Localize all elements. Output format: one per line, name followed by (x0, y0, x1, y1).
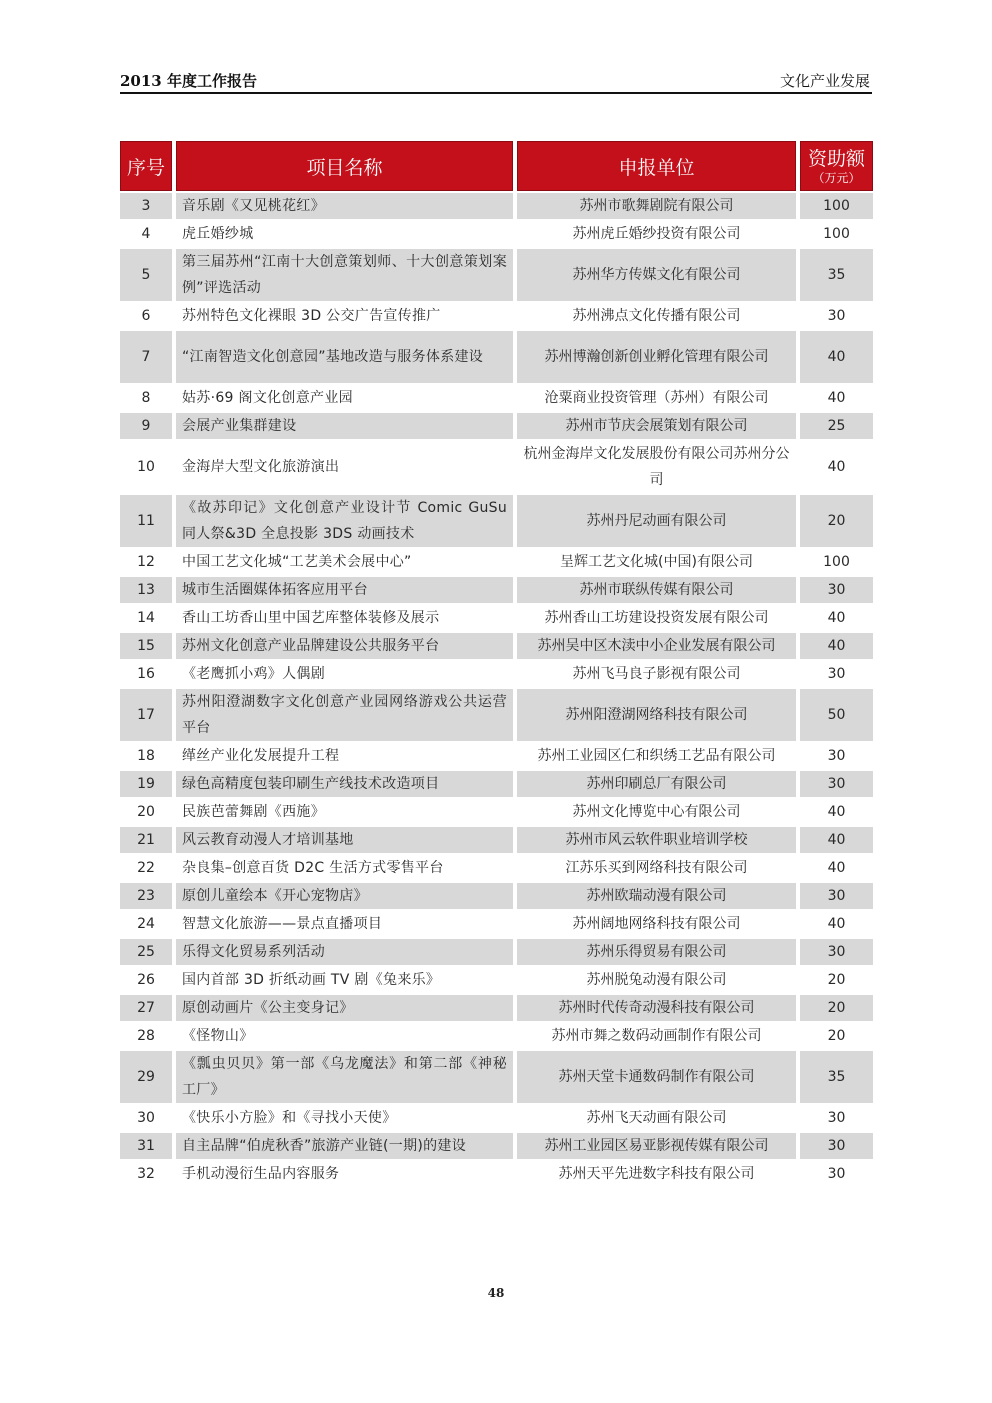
row-amount: 30 (800, 303, 873, 329)
table-row (120, 1023, 873, 1049)
row-amount: 30 (800, 1133, 873, 1159)
row-no: 29 (120, 1051, 172, 1103)
table-header-row (120, 141, 873, 191)
row-applicant-unit: 苏州阔地网络科技有限公司 (517, 911, 796, 937)
row-applicant-unit: 苏州欧瑞动漫有限公司 (517, 883, 796, 909)
row-amount: 35 (800, 1051, 873, 1103)
row-amount: 40 (800, 605, 873, 631)
row-applicant-unit: 苏州吴中区木渎中小企业发展有限公司 (517, 633, 796, 659)
table-row (120, 689, 873, 741)
row-project-name: 杂良集–创意百货 D2C 生活方式零售平台 (176, 855, 513, 881)
page-header (120, 66, 872, 94)
row-project-name: 《快乐小方脸》和《寻找小天使》 (176, 1105, 513, 1131)
row-no: 25 (120, 939, 172, 965)
row-amount: 100 (800, 549, 873, 575)
row-applicant-unit: 江苏乐买到网络科技有限公司 (517, 855, 796, 881)
row-project-name: 自主品牌“伯虎秋香”旅游产业链(一期)的建设 (176, 1133, 513, 1159)
row-no: 10 (120, 441, 172, 493)
row-project-name: 乐得文化贸易系列活动 (176, 939, 513, 965)
row-amount: 25 (800, 413, 873, 439)
row-amount: 30 (800, 743, 873, 769)
row-amount: 20 (800, 967, 873, 993)
row-project-name: 原创动画片《公主变身记》 (176, 995, 513, 1021)
row-no: 22 (120, 855, 172, 881)
row-no: 14 (120, 605, 172, 631)
table-row (120, 1105, 873, 1131)
table-row (120, 413, 873, 439)
row-project-name: 城市生活圈媒体拓客应用平台 (176, 577, 513, 603)
row-project-name: 金海岸大型文化旅游演出 (176, 441, 513, 493)
row-project-name: 苏州文化创意产业品牌建设公共服务平台 (176, 633, 513, 659)
table-row (120, 1133, 873, 1159)
row-amount: 20 (800, 1023, 873, 1049)
row-amount: 40 (800, 385, 873, 411)
row-no: 15 (120, 633, 172, 659)
row-no: 26 (120, 967, 172, 993)
row-no: 16 (120, 661, 172, 687)
row-amount: 40 (800, 799, 873, 825)
row-project-name: 虎丘婚纱城 (176, 221, 513, 247)
row-applicant-unit: 苏州华方传媒文化有限公司 (517, 249, 796, 301)
row-no: 12 (120, 549, 172, 575)
table-row (120, 331, 873, 383)
row-no: 9 (120, 413, 172, 439)
row-project-name: 《老鹰抓小鸡》人偶剧 (176, 661, 513, 687)
table-row (120, 495, 873, 547)
row-no: 27 (120, 995, 172, 1021)
row-project-name: 苏州阳澄湖数字文化创意产业园网络游戏公共运营平台 (176, 689, 513, 741)
row-no: 30 (120, 1105, 172, 1131)
row-no: 28 (120, 1023, 172, 1049)
row-no: 7 (120, 331, 172, 383)
row-amount: 30 (800, 1161, 873, 1187)
header-amount (800, 141, 873, 191)
table-row (120, 771, 873, 797)
row-amount: 30 (800, 577, 873, 603)
table-row (120, 799, 873, 825)
row-amount: 30 (800, 883, 873, 909)
row-no: 17 (120, 689, 172, 741)
row-no: 24 (120, 911, 172, 937)
row-applicant-unit: 苏州印刷总厂有限公司 (517, 771, 796, 797)
row-applicant-unit: 苏州市联纵传媒有限公司 (517, 577, 796, 603)
row-no: 23 (120, 883, 172, 909)
row-applicant-unit: 苏州脱兔动漫有限公司 (517, 967, 796, 993)
table-row (120, 385, 873, 411)
row-no: 8 (120, 385, 172, 411)
row-no: 3 (120, 193, 172, 219)
header-project-name: 项目名称 (176, 141, 513, 191)
row-project-name: 民族芭蕾舞剧《西施》 (176, 799, 513, 825)
row-project-name: 《怪物山》 (176, 1023, 513, 1049)
report-title: 2013 年度工作报告 (120, 72, 257, 90)
row-project-name: 绿色高精度包装印刷生产线技术改造项目 (176, 771, 513, 797)
funding-table (116, 139, 877, 1189)
table-row (120, 661, 873, 687)
row-applicant-unit: 苏州飞马良子影视有限公司 (517, 661, 796, 687)
row-amount: 40 (800, 633, 873, 659)
row-applicant-unit: 苏州市风云软件职业培训学校 (517, 827, 796, 853)
header-amount-label: 资助额 (807, 148, 865, 170)
table-row (120, 1161, 873, 1187)
table-row (120, 221, 873, 247)
row-applicant-unit: 苏州阳澄湖网络科技有限公司 (517, 689, 796, 741)
page-number: 48 (487, 1286, 505, 1300)
table-row (120, 441, 873, 493)
row-project-name: 音乐剧《又见桃花红》 (176, 193, 513, 219)
table-row (120, 995, 873, 1021)
row-project-name: “江南智造文化创意园”基地改造与服务体系建设 (176, 331, 513, 383)
row-applicant-unit: 苏州乐得贸易有限公司 (517, 939, 796, 965)
row-project-name: 会展产业集群建设 (176, 413, 513, 439)
table-row (120, 577, 873, 603)
row-no: 18 (120, 743, 172, 769)
table-row (120, 249, 873, 301)
row-applicant-unit: 苏州市节庆会展策划有限公司 (517, 413, 796, 439)
table-row (120, 743, 873, 769)
row-amount: 100 (800, 193, 873, 219)
row-no: 32 (120, 1161, 172, 1187)
header-applicant-unit: 申报单位 (517, 141, 796, 191)
row-amount: 20 (800, 995, 873, 1021)
row-applicant-unit: 苏州市歌舞剧院有限公司 (517, 193, 796, 219)
row-no: 13 (120, 577, 172, 603)
row-no: 4 (120, 221, 172, 247)
row-no: 20 (120, 799, 172, 825)
row-amount: 30 (800, 939, 873, 965)
row-applicant-unit: 苏州工业园区易亚影视传媒有限公司 (517, 1133, 796, 1159)
table-row (120, 855, 873, 881)
row-project-name: 缂丝产业化发展提升工程 (176, 743, 513, 769)
row-amount: 40 (800, 911, 873, 937)
row-project-name: 《瓢虫贝贝》第一部《乌龙魔法》和第二部《神秘工厂》 (176, 1051, 513, 1103)
row-applicant-unit: 苏州天平先进数字科技有限公司 (517, 1161, 796, 1187)
header-no: 序号 (120, 141, 172, 191)
row-amount: 20 (800, 495, 873, 547)
section-title: 文化产业发展 (779, 72, 870, 90)
row-applicant-unit: 苏州飞天动画有限公司 (517, 1105, 796, 1131)
row-applicant-unit: 苏州时代传奇动漫科技有限公司 (517, 995, 796, 1021)
row-project-name: 风云教育动漫人才培训基地 (176, 827, 513, 853)
row-project-name: 苏州特色文化裸眼 3D 公交广告宣传推广 (176, 303, 513, 329)
row-applicant-unit: 苏州香山工坊建设投资发展有限公司 (517, 605, 796, 631)
row-amount: 40 (800, 331, 873, 383)
row-no: 6 (120, 303, 172, 329)
row-project-name: 《故苏印记》文化创意产业设计节 Comic GuSu 同人祭&3D 全息投影 3DS 动画技术 (176, 495, 513, 547)
row-applicant-unit: 苏州虎丘婚纱投资有限公司 (517, 221, 796, 247)
row-applicant-unit: 沧粟商业投资管理（苏州）有限公司 (517, 385, 796, 411)
row-project-name: 第三届苏州“江南十大创意策划师、十大创意策划案例”评选活动 (176, 249, 513, 301)
row-applicant-unit: 苏州市舞之数码动画制作有限公司 (517, 1023, 796, 1049)
header-amount-unit: （万元） (812, 171, 861, 185)
row-project-name: 手机动漫衍生品内容服务 (176, 1161, 513, 1187)
table-row (120, 911, 873, 937)
row-project-name: 中国工艺文化城“工艺美术会展中心” (176, 549, 513, 575)
row-amount: 30 (800, 661, 873, 687)
table-row (120, 827, 873, 853)
row-applicant-unit: 苏州天堂卡通数码制作有限公司 (517, 1051, 796, 1103)
row-amount: 40 (800, 827, 873, 853)
row-applicant-unit: 苏州文化博览中心有限公司 (517, 799, 796, 825)
row-no: 11 (120, 495, 172, 547)
table-row (120, 303, 873, 329)
row-no: 31 (120, 1133, 172, 1159)
table-row (120, 967, 873, 993)
row-amount: 40 (800, 441, 873, 493)
row-amount: 40 (800, 855, 873, 881)
row-project-name: 智慧文化旅游——景点直播项目 (176, 911, 513, 937)
table-row (120, 883, 873, 909)
table-row (120, 633, 873, 659)
row-project-name: 姑苏·69 阁文化创意产业园 (176, 385, 513, 411)
row-applicant-unit: 苏州丹尼动画有限公司 (517, 495, 796, 547)
row-amount: 30 (800, 1105, 873, 1131)
row-project-name: 香山工坊香山里中国艺库整体装修及展示 (176, 605, 513, 631)
row-amount: 35 (800, 249, 873, 301)
row-project-name: 原创儿童绘本《开心宠物店》 (176, 883, 513, 909)
row-applicant-unit: 苏州沸点文化传播有限公司 (517, 303, 796, 329)
table-row (120, 193, 873, 219)
row-applicant-unit: 呈辉工艺文化城(中国)有限公司 (517, 549, 796, 575)
row-applicant-unit: 苏州工业园区仁和织绣工艺品有限公司 (517, 743, 796, 769)
table-row (120, 939, 873, 965)
row-applicant-unit: 苏州博瀚创新创业孵化管理有限公司 (517, 331, 796, 383)
row-project-name: 国内首部 3D 折纸动画 TV 剧《兔来乐》 (176, 967, 513, 993)
table-row (120, 549, 873, 575)
table-row (120, 1051, 873, 1103)
row-applicant-unit: 杭州金海岸文化发展股份有限公司苏州分公司 (517, 441, 796, 493)
row-amount: 30 (800, 771, 873, 797)
table-row (120, 605, 873, 631)
row-no: 19 (120, 771, 172, 797)
row-amount: 50 (800, 689, 873, 741)
row-no: 5 (120, 249, 172, 301)
row-no: 21 (120, 827, 172, 853)
row-amount: 100 (800, 221, 873, 247)
